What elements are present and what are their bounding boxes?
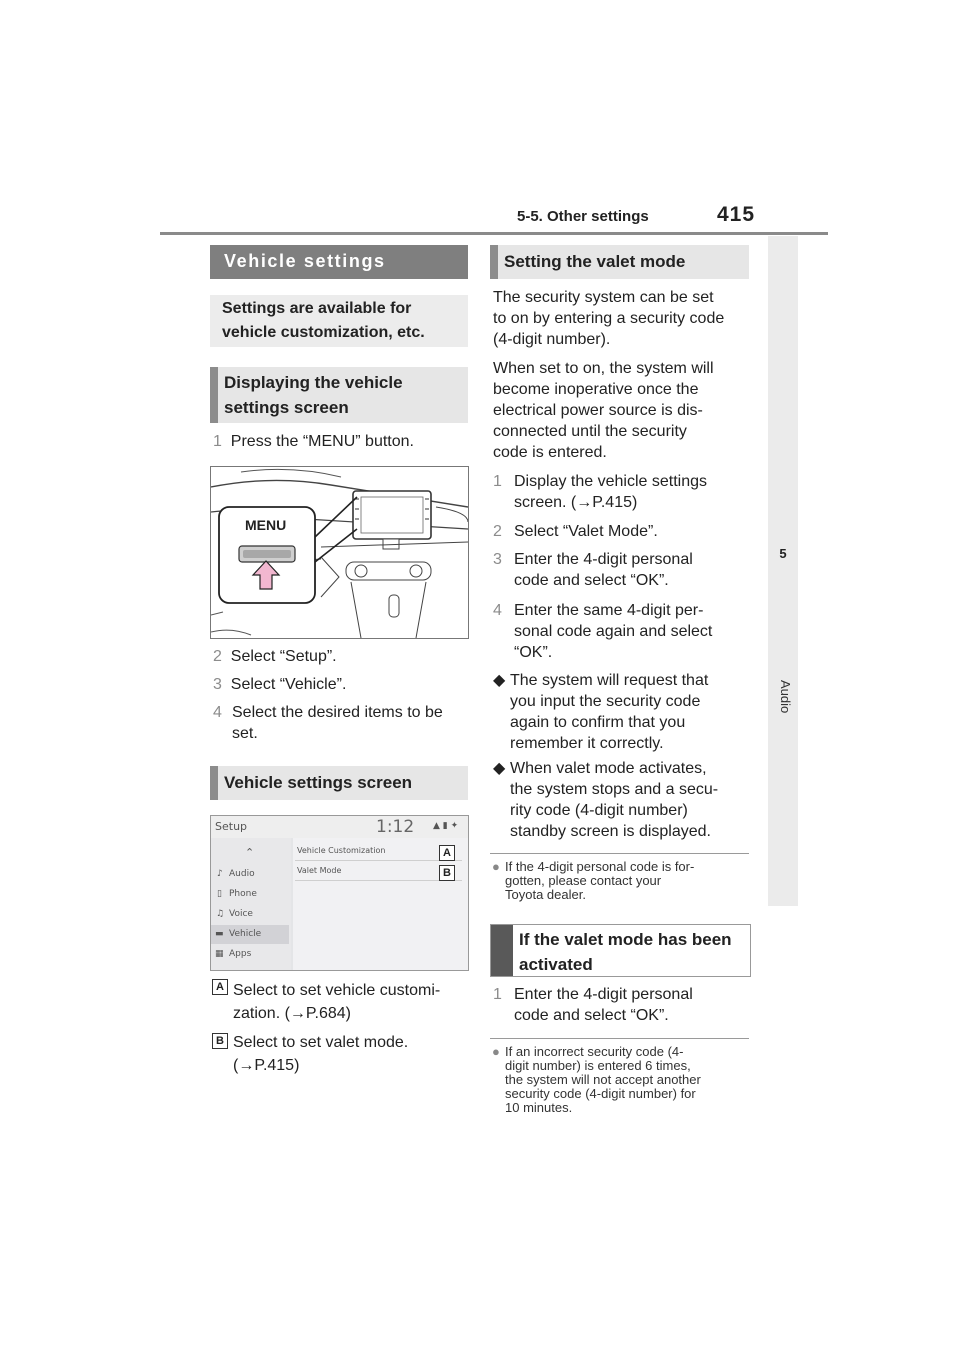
valet-step-4: 4 Enter the same 4-digit per- sonal code again and select “OK”. [493,602,713,661]
screen-menu-voice: ♫ Voice [216,909,253,919]
valet-step-1: 1 Display the vehicle settings screen. (→P.415) [493,473,707,511]
screen-option-vehicle-customization: Vehicle Customization [295,842,462,861]
valet-mode-heading: Setting the valet mode [504,252,686,271]
screen-clock: 1:12 [376,817,415,837]
screen-option-valet-mode: Valet Mode [295,862,462,881]
callout-tag-a: A [212,979,228,995]
callout-b-text: Select to set valet mode. (→P.415) [233,1034,409,1074]
intro-text: Settings are available for vehicle customization, etc. [222,300,425,341]
screen-title: Setup [215,820,248,833]
vehicle-settings-title: Vehicle settings [224,251,386,271]
screen-menu-audio: ♪ Audio [217,869,255,879]
callout-tag-b: B [212,1033,228,1049]
bullet-icon: ◆ [493,672,506,689]
note-bullet-icon: ● [492,1044,500,1059]
note-divider-2 [490,1038,749,1039]
vehicle-settings-title-bar [210,245,468,279]
scroll-up-icon: ⌃ [245,846,255,859]
page-number: 415 [717,203,756,226]
menu-label: MENU [245,517,287,533]
header-rule [160,232,828,235]
vehicle-settings-screen-heading: Vehicle settings screen [224,773,413,792]
activated-heading-bar [490,924,751,977]
valet-para-2: When set to on, the system will become inoperative once the electrical power source is dis- connected until the security code is entered. [493,360,714,461]
valet-para-1: The security system can be set to on by entering a security code (4-digit number). [493,289,725,348]
valet-bullet-2: ◆ When valet mode activates, the system stops and a secu- rity code (4-digit number) standby screen is displayed. [493,760,719,840]
displaying-settings-heading: Displaying the vehicle settings screen [224,373,403,417]
screen-menu [211,838,291,970]
step-2: 2 Select “Setup”. [213,648,337,665]
status-icons: ▲ ▮ ✦ [433,821,459,831]
screen-menu-vehicle: ▬ Vehicle [211,925,289,944]
note-bullet-icon: ● [492,859,500,874]
valet-step-3: 3 Enter the 4-digit personal code and select “OK”. [493,551,693,589]
step-3: 3 Select “Vehicle”. [213,676,347,693]
chapter-number: 5 [779,546,787,561]
setup-screen-image [210,815,469,971]
note-2: ● If an incorrect security code (4- digit number) is entered 6 times, the system will not accept another security code (4-digit number) for 10 minutes. [492,1044,701,1115]
screen-menu-phone: ▯ Phone [217,889,257,899]
callout-tag-b-on-screen: B [439,865,455,881]
valet-bullet-1: ◆ The system will request that you input the security code again to confirm that you remember it correctly. [493,672,709,752]
step-4: 4 Select the desired items to be set. [213,704,443,742]
step-1: 1 Press the “MENU” button. [213,433,414,450]
chapter-label: Audio [778,680,793,714]
activated-heading: If the valet mode has been activated [519,930,732,974]
bullet-icon: ◆ [493,760,506,777]
activated-step-1: 1 Enter the 4-digit personal code and select “OK”. [493,986,693,1024]
dashboard-illustration [210,466,469,639]
intro-box [210,295,468,347]
valet-mode-heading-bar [490,245,749,279]
chapter-tab [768,236,798,906]
section-title: 5-5. Other settings [517,208,649,225]
displaying-settings-heading-bar [210,367,468,423]
valet-step-2: 2 Select “Valet Mode”. [493,523,658,540]
note-divider-1 [490,853,749,854]
note-1: ● If the 4-digit personal code is for- gotten, please contact your Toyota dealer. [492,859,695,902]
callout-a-text: Select to set vehicle customi- zation. (→P.684) [233,982,441,1022]
vehicle-settings-screen-heading-bar [210,766,468,800]
callout-tag-a-on-screen: A [439,845,455,861]
screen-menu-apps: ▦ Apps [215,949,252,959]
